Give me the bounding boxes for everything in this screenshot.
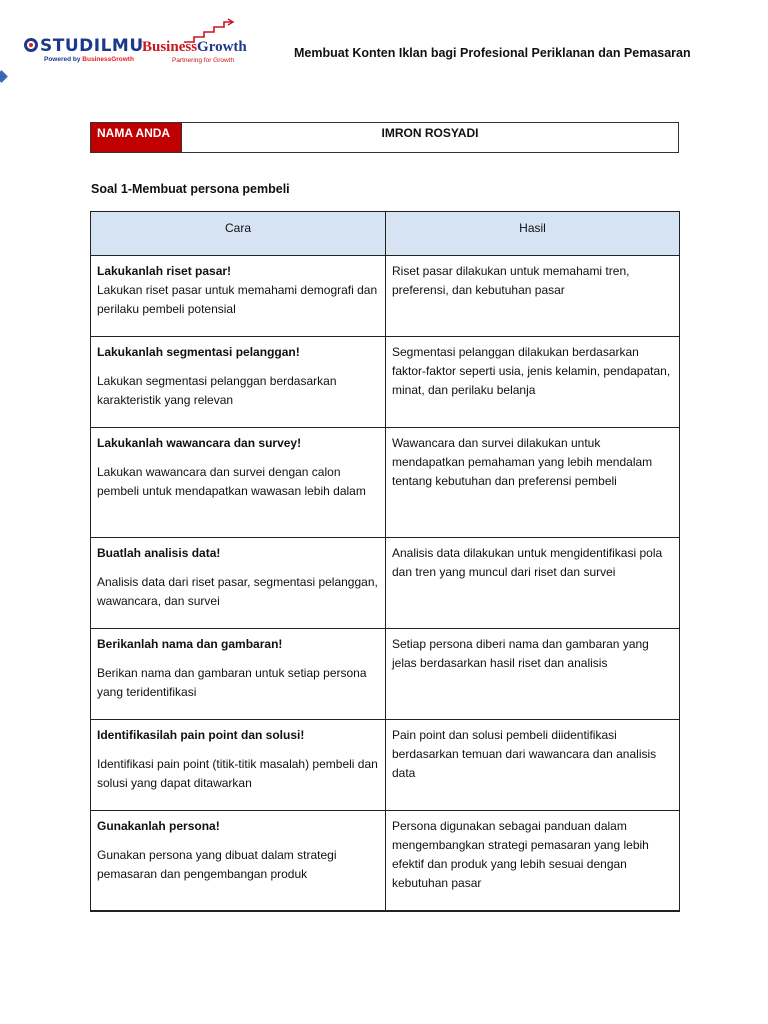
name-box [90, 122, 679, 153]
cara-cell [91, 538, 386, 629]
section-title: Soal 1-Membuat persona pembeli [91, 182, 290, 196]
studilmu-tagline-brand: BusinessGrowth [82, 56, 134, 63]
page-header [0, 0, 768, 80]
hasil-cell: Segmentasi pelanggan dilakukan berdasarkan faktor-faktor seperti usia, jenis kelamin, pendapatan, minat, dan perilaku belanja [386, 337, 680, 428]
businessgrowth-tagline: Partnering for Growth [172, 57, 235, 64]
step-title: Berikanlah nama dan gambaran! [97, 637, 283, 651]
step-title: Lakukanlah wawancara dan survey! [97, 436, 302, 450]
name-label: NAMA ANDA [91, 123, 182, 152]
step-description: Berikan nama dan gambaran untuk setiap persona yang teridentifikasi [97, 666, 367, 699]
cara-cell [91, 428, 386, 538]
document-title: Membuat Konten Iklan bagi Profesional Periklanan dan Pemasaran [294, 46, 691, 60]
step-description: Analisis data dari riset pasar, segmentasi pelanggan, wawancara, dan survei [97, 575, 378, 608]
step-title: Lakukanlah riset pasar! [97, 264, 232, 278]
hasil-cell: Setiap persona diberi nama dan gambaran yang jelas berdasarkan hasil riset dan analisis [386, 629, 680, 720]
step-description: Lakukan segmentasi pelanggan berdasarkan karakteristik yang relevan [97, 374, 337, 407]
cara-cell [91, 337, 386, 428]
hasil-cell: Analisis data dilakukan untuk mengidentifikasi pola dan tren yang muncul dari riset dan survei [386, 538, 680, 629]
table-row [91, 629, 680, 720]
step-title: Identifikasilah pain point dan solusi! [97, 728, 305, 742]
cara-cell [91, 811, 386, 911]
table-row [91, 337, 680, 428]
cara-cell [91, 629, 386, 720]
businessgrowth-word-1: Business [142, 39, 198, 55]
table-header-row [91, 212, 680, 256]
cara-cell [91, 720, 386, 811]
step-title: Lakukanlah segmentasi pelanggan! [97, 345, 300, 359]
step-description: Identifikasi pain point (titik-titik masalah) pembeli dan solusi yang dapat ditawarkan [97, 757, 378, 790]
step-description: Lakukan wawancara dan survei dengan calon pembeli untuk mendapatkan wawasan lebih dalam [97, 465, 366, 498]
name-value: IMRON ROSYADI [381, 126, 479, 140]
table-row [91, 538, 680, 629]
step-title: Buatlah analisis data! [97, 546, 221, 560]
studilmu-logo [24, 36, 144, 68]
hasil-cell: Persona digunakan sebagai panduan dalam mengembangkan strategi pemasaran yang lebih efektif dan produk yang lebih sesuai dengan kebutuhan pasar [386, 811, 680, 911]
table-row [91, 811, 680, 911]
hasil-cell: Pain point dan solusi pembeli diidentifikasi berdasarkan temuan dari wawancara dan analisis data [386, 720, 680, 811]
step-description: Gunakan persona yang dibuat dalam strategi pemasaran dan pengembangan produk [97, 848, 337, 881]
column-header-cara: Cara [91, 212, 386, 256]
table-row [91, 256, 680, 337]
studilmu-tagline-prefix: Powered by [44, 56, 83, 63]
businessgrowth-logo-text [142, 38, 247, 56]
step-title: Gunakanlah persona! [97, 819, 220, 833]
column-header-hasil: Hasil [386, 212, 680, 256]
diamond-marker-icon [0, 70, 8, 83]
businessgrowth-word-2: Growth [197, 39, 247, 55]
studilmu-ring-icon [24, 38, 38, 52]
studilmu-logo-text: STUDILMU [40, 36, 144, 56]
cara-cell [91, 256, 386, 337]
hasil-cell: Wawancara dan survei dilakukan untuk mendapatkan pemahaman yang lebih mendalam tentang kebutuhan dan preferensi pembeli [386, 428, 680, 538]
step-description: Lakukan riset pasar untuk memahami demografi dan perilaku pembeli potensial [97, 283, 378, 316]
hasil-cell: Riset pasar dilakukan untuk memahami tren, preferensi, dan kebutuhan pasar [386, 256, 680, 337]
persona-table [90, 211, 680, 912]
businessgrowth-logo [142, 18, 247, 68]
table-row [91, 720, 680, 811]
studilmu-tagline [44, 56, 134, 63]
table-row [91, 428, 680, 538]
